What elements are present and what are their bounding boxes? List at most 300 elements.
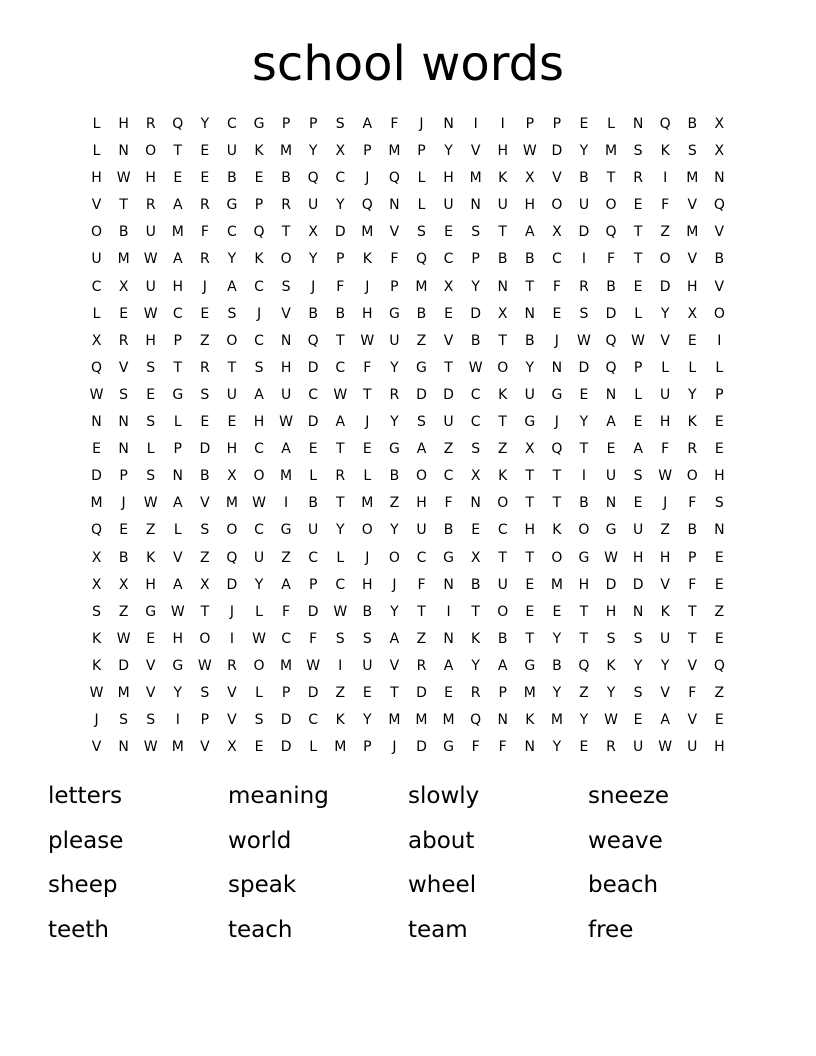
grid-letter: I [175,712,180,729]
grid-letter: Y [200,116,210,132]
grid-letter: J [554,414,559,431]
grid-letter: D [578,359,590,376]
grid-letter: D [307,603,319,620]
grid-letter: U [389,332,400,349]
grid-letter: D [551,143,563,160]
word-bank-item: sneeze [588,783,670,809]
grid-letter: Q [415,251,427,268]
grid-letter: A [633,441,643,458]
grid-letter: E [714,712,724,729]
grid-letter: C [335,359,346,376]
grid-letter: X [470,468,481,485]
grid-row [83,355,733,382]
grid-letter: C [254,522,264,539]
grid-letter: T [633,251,643,268]
grid-letter: B [497,251,508,268]
grid-letter: J [256,305,262,322]
grid-letter: Z [389,495,400,512]
grid-letter: V [687,197,698,214]
grid-letter: V [200,495,210,512]
grid-letter: D [280,712,292,729]
grid-letter: C [308,386,319,403]
grid-letter: K [660,603,670,620]
grid-letter: T [335,332,345,349]
grid-letter: K [687,414,697,431]
grid-letter: P [417,143,426,160]
grid-letter: M [361,495,374,512]
grid-letter: M [171,739,184,756]
grid-letter: G [605,522,617,539]
grid-letter: E [119,305,129,322]
grid-letter: H [605,603,617,620]
grid-letter: T [525,495,535,512]
grid-letter: D [91,468,102,485]
grid-letter: T [498,332,507,349]
word-bank-item: world [228,827,292,854]
grid-letter: T [173,143,183,160]
grid-letter: I [717,332,722,349]
grid-letter: E [525,576,535,593]
grid-letter: Z [200,549,210,566]
grid-letter: Z [335,684,346,701]
grid-letter: S [714,495,724,512]
grid-letter: W [116,170,131,187]
grid-letter: U [443,414,454,431]
grid-letter: Y [444,143,453,160]
grid-letter: H [280,359,292,376]
grid-letter: E [173,170,183,187]
grid-letter: Q [713,197,725,214]
grid-letter: B [362,603,373,620]
grid-letter: P [471,251,480,268]
grid-letter: L [336,549,345,566]
grid-letter: O [551,197,563,214]
grid-row [83,734,733,761]
grid-letter: Y [390,603,399,620]
grid-letter: O [280,251,292,268]
grid-row [83,463,733,490]
grid-letter: R [687,441,698,458]
grid-letter: G [443,739,454,756]
grid-letter: Z [660,224,670,241]
grid-letter: D [416,684,427,701]
grid-letter: W [577,332,591,349]
grid-letter: C [443,468,454,485]
grid-letter: U [226,386,238,403]
grid-letter: Q [388,170,400,187]
grid-letter: Q [91,359,103,376]
grid-letter: Y [606,684,616,701]
grid-letter: W [143,495,158,512]
grid-letter: K [146,549,156,566]
grid-letter: S [362,630,372,647]
grid-letter: A [525,224,535,241]
grid-letter: X [91,549,102,566]
grid-letter: H [145,576,156,593]
grid-letter: U [632,522,644,539]
grid-letter: H [172,630,184,647]
grid-letter: T [417,603,426,620]
grid-letter: O [253,657,265,674]
grid-letter: U [497,576,508,593]
grid-letter: V [172,549,183,566]
grid-letter: M [686,170,699,187]
grid-letter: Z [145,522,156,539]
grid-letter: N [714,522,725,539]
grid-letter: D [470,305,482,322]
grid-letter: X [200,576,210,593]
grid-letter: Q [307,332,319,349]
grid-letter: Z [660,522,670,539]
grid-letter: X [687,305,698,322]
grid-letter: J [663,495,668,512]
grid-letter: E [714,441,724,458]
grid-row [83,599,733,626]
word-bank-item: speak [228,872,297,898]
grid-letter: L [715,359,724,376]
word-bank [48,775,768,953]
grid-letter: L [634,305,642,322]
grid-letter: W [658,739,673,756]
grid-letter: T [363,386,372,403]
grid-letter: K [498,170,508,187]
grid-letter: D [118,657,129,674]
grid-letter: Z [200,332,210,349]
grid-letter: W [604,712,618,729]
grid-letter: Z [714,684,725,701]
page-title: school words [251,36,565,92]
word-bank-item: weave [588,827,663,854]
grid-letter: P [525,116,535,132]
grid-letter: E [633,414,643,431]
grid-letter: S [146,468,156,485]
grid-letter: E [633,197,643,214]
grid-letter: B [281,170,291,187]
grid-letter: Q [91,522,103,539]
grid-letter: S [417,224,426,241]
grid-letter: H [362,576,373,593]
grid-letter: J [365,170,370,187]
grid-letter: Z [443,441,454,458]
grid-letter: G [145,603,157,620]
grid-letter: F [417,576,426,593]
grid-letter: O [713,305,725,322]
grid-letter: V [687,712,698,729]
word-bank-item: beach [588,872,659,898]
grid-letter: A [606,414,616,431]
grid-letter: R [335,468,346,485]
grid-letter: R [416,657,427,674]
grid-letter: P [715,386,724,403]
grid-letter: Y [390,522,399,539]
grid-letter: D [578,224,590,241]
grid-letter: L [255,603,263,620]
grid-letter: U [524,386,535,403]
grid-letter: S [633,143,643,160]
grid-letter: E [200,414,210,431]
grid-letter: J [554,332,559,349]
grid-letter: H [497,143,508,160]
grid-letter: E [254,739,264,756]
grid-letter: S [146,414,156,431]
grid-letter: P [173,441,182,458]
grid-letter: K [498,468,508,485]
grid-letter: O [361,522,373,539]
grid-letter: N [118,414,129,431]
grid-letter: Y [660,305,670,322]
grid-letter: F [688,495,697,512]
grid-letter: D [416,739,427,756]
grid-letter: U [145,278,156,295]
grid-letter: A [443,657,454,674]
grid-letter: A [227,278,237,295]
grid-letter: F [661,197,670,214]
grid-letter: R [470,684,481,701]
grid-letter: Q [551,441,563,458]
grid-letter: V [660,576,670,593]
grid-letter: J [311,278,316,295]
grid-letter: R [633,170,643,187]
grid-letter: E [714,549,724,566]
grid-letter: J [392,739,397,756]
grid-letter: R [199,251,210,268]
grid-letter: A [172,251,183,268]
grid-letter: D [307,414,319,431]
grid-letter: E [714,414,724,431]
grid-letter: P [254,197,264,214]
grid-letter: P [498,684,507,701]
grid-letter: M [388,712,401,729]
grid-letter: U [91,251,102,268]
grid-letter: R [389,386,400,403]
grid-letter: E [444,305,453,322]
grid-letter: W [333,386,348,403]
grid-letter: Q [226,549,238,566]
grid-letter: O [659,251,671,268]
grid-letter: J [392,576,397,593]
grid-letter: C [335,170,346,187]
grid-letter: O [497,495,509,512]
grid-letter: X [308,224,318,241]
grid-letter: H [416,495,427,512]
grid-letter: A [281,441,291,458]
grid-row [83,192,733,219]
grid-letter: B [687,522,698,539]
grid-letter: H [524,197,536,214]
grid-letter: N [632,603,644,620]
grid-letter: P [173,332,182,349]
grid-letter: N [524,739,536,756]
grid-letter: E [146,386,156,403]
grid-letter: W [143,739,158,756]
grid-letter: H [578,576,590,593]
grid-letter: Y [525,359,535,376]
grid-letter: N [605,386,617,403]
grid-letter: E [579,116,589,132]
grid-letter: E [200,170,210,187]
grid-letter: Q [713,657,725,674]
grid-letter: V [687,251,698,268]
grid-letter: E [444,224,453,241]
grid-letter: S [254,712,264,729]
grid-letter: B [443,522,454,539]
grid-letter: T [525,549,535,566]
grid-letter: B [552,657,562,674]
grid-letter: D [659,278,671,295]
grid-letter: G [578,549,590,566]
grid-letter: T [498,224,507,241]
grid-letter: B [335,305,346,322]
grid-letter: I [500,116,505,132]
grid-letter: B [227,170,237,187]
grid-letter: C [443,251,454,268]
grid-letter: L [661,359,670,376]
grid-letter: B [579,170,589,187]
grid-row [83,545,733,572]
grid-letter: V [687,657,698,674]
grid-letter: H [172,278,184,295]
grid-letter: T [525,278,535,295]
grid-letter: B [389,468,400,485]
grid-letter: H [443,170,454,187]
grid-letter: C [497,522,508,539]
grid-letter: Y [471,657,480,674]
grid-letter: L [634,386,642,403]
grid-letter: A [281,576,291,593]
grid-letter: O [253,468,265,485]
grid-letter: C [470,414,481,431]
grid-letter: T [579,603,589,620]
grid-letter: Y [308,251,318,268]
grid-letter: J [365,414,370,431]
grid-letter: R [145,116,156,132]
grid-letter: E [714,630,724,647]
grid-letter: P [390,278,399,295]
grid-letter: M [388,143,401,160]
grid-letter: H [253,414,265,431]
grid-row [83,138,733,165]
grid-letter: O [497,359,509,376]
grid-letter: A [172,576,183,593]
grid-letter: N [118,441,129,458]
grid-letter: G [172,657,184,674]
grid-letter: V [714,278,725,295]
grid-letter: E [633,495,643,512]
word-bank-item: teach [228,916,293,943]
grid-letter: E [444,684,453,701]
grid-row [83,409,733,436]
grid-row [83,490,733,517]
grid-letter: T [498,414,507,431]
grid-letter: U [578,197,590,214]
grid-letter: R [579,278,589,295]
grid-letter: S [200,522,210,539]
grid-letter: U [687,739,698,756]
grid-letter: M [415,712,428,729]
grid-letter: O [497,603,509,620]
grid-letter: C [172,305,183,322]
grid-letter: F [444,495,453,512]
grid-letter: U [416,522,427,539]
grid-letter: M [117,684,130,701]
grid-letter: N [497,278,508,295]
grid-letter: P [336,251,345,268]
grid-letter: N [118,143,129,160]
grid-letter: Q [659,116,671,132]
grid-letter: Y [390,359,399,376]
grid-letter: W [522,143,537,160]
grid-letter: L [173,522,182,539]
grid-letter: B [416,305,427,322]
grid-letter: M [686,224,699,241]
grid-letter: Y [335,197,345,214]
grid-letter: W [468,359,483,376]
grid-letter: F [552,278,561,295]
grid-letter: P [552,116,562,132]
grid-letter: L [363,468,372,485]
grid-letter: P [281,684,291,701]
grid-letter: H [91,170,102,187]
grid-letter: A [416,441,427,458]
grid-letter: T [335,495,345,512]
grid-letter: K [552,522,562,539]
grid-letter: M [280,143,293,160]
grid-letter: T [579,630,589,647]
grid-letter: O [578,522,590,539]
grid-letter: M [550,712,563,729]
grid-letter: H [226,441,238,458]
grid-letter: H [632,549,644,566]
grid-letter: B [687,116,698,132]
grid-letter: S [119,386,129,403]
grid-letter: B [118,549,129,566]
grid-letter: B [579,495,589,512]
grid-letter: K [254,251,264,268]
grid-row [83,246,733,273]
grid-letter: V [389,224,400,241]
grid-letter: N [470,197,481,214]
grid-letter: N [605,495,617,512]
grid-letter: E [687,332,697,349]
grid-letter: O [226,522,238,539]
grid-letter: G [416,359,427,376]
grid-letter: J [365,549,370,566]
word-bank-row [48,909,768,954]
grid-letter: M [604,143,618,160]
grid-letter: H [659,414,671,431]
grid-letter: C [227,224,237,241]
grid-letter: Q [605,359,617,376]
grid-letter: E [525,603,535,620]
grid-letter: B [118,224,129,241]
grid-letter: K [660,143,670,160]
grid-letter: Y [579,712,589,729]
grid-letter: S [227,305,237,322]
grid-letter: W [658,468,673,485]
grid-letter: B [524,251,535,268]
grid-letter: X [227,739,237,756]
grid-letter: I [284,495,289,512]
grid-letter: D [307,359,319,376]
grid-letter: Y [579,414,589,431]
grid-letter: D [199,441,211,458]
grid-letter: F [363,359,372,376]
grid-letter: A [172,495,183,512]
grid-letter: X [714,143,725,160]
grid-letter: M [523,684,536,701]
grid-letter: P [363,739,372,756]
grid-letter: U [660,630,671,647]
